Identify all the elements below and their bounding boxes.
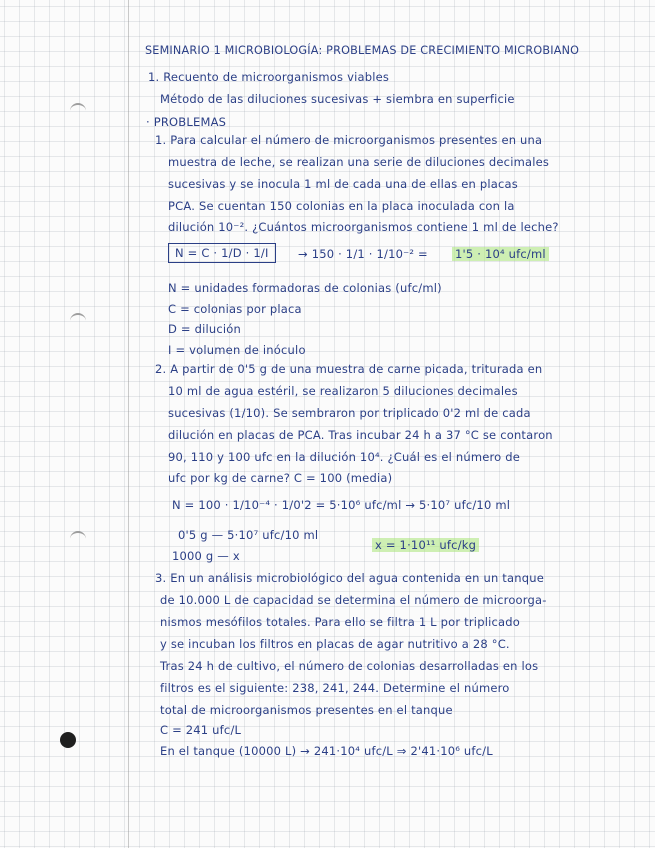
problem-1-line: 1. Para calcular el número de microorganismos presentes en una xyxy=(155,133,543,147)
margin-line xyxy=(128,0,129,848)
problem-2-calc: N = 100 · 1/10⁻⁴ · 1/0'2 = 5·10⁶ ufc/ml → 5·10⁷ ufc/10 ml xyxy=(172,498,511,512)
problem-2-line: 10 ml de agua estéril, se realizaron 5 diluciones decimales xyxy=(168,384,518,398)
problem-1-line: sucesivas y se inocula 1 ml de cada una de ellas en placas xyxy=(168,177,518,191)
problem-2-line: 2. A partir de 0'5 g de una muestra de carne picada, triturada en xyxy=(155,362,543,376)
legend-line: I = volumen de inóculo xyxy=(168,343,306,357)
problem-2-line: 90, 110 y 100 ufc en la dilución 10⁴. ¿Cuál es el número de xyxy=(168,450,521,464)
binder-ring xyxy=(70,313,86,325)
formula-calc: → 150 · 1/1 · 1/10⁻² = xyxy=(298,247,428,261)
intro-subitem: Método de las diluciones sucesivas + siembra en superficie xyxy=(160,92,515,106)
legend-line: C = colonias por placa xyxy=(168,302,302,316)
intro-item: 1. Recuento de microorganismos viables xyxy=(148,70,390,84)
problem-2-calc: 0'5 g — 5·10⁷ ufc/10 ml xyxy=(178,528,319,542)
problem-2-line: dilución en placas de PCA. Tras incubar 24 h a 37 °C se contaron xyxy=(168,428,553,442)
problem-3-line: y se incuban los filtros en placas de agar nutritivo a 28 °C. xyxy=(160,637,510,651)
problem-1-result: 1'5 · 10⁴ ufc/ml xyxy=(452,247,549,261)
page-title: SEMINARIO 1 MICROBIOLOGÍA: PROBLEMAS DE CRECIMIENTO MICROBIANO xyxy=(145,44,580,57)
problem-3-line: C = 241 ufc/L xyxy=(160,723,242,737)
legend-line: D = dilución xyxy=(168,322,242,336)
legend-line: N = unidades formadoras de colonias (ufc/ml) xyxy=(168,281,442,295)
problem-2-line: sucesivas (1/10). Se sembraron por triplicado 0'2 ml de cada xyxy=(168,406,531,420)
problem-2-calc: 1000 g — x xyxy=(172,549,240,563)
problem-3-line: Tras 24 h de cultivo, el número de colonias desarrolladas en los xyxy=(160,659,539,673)
binder-ring xyxy=(70,531,86,543)
problem-1-line: PCA. Se cuentan 150 colonias en la placa inoculada con la xyxy=(168,199,515,213)
problem-1-line: muestra de leche, se realizan una serie de diluciones decimales xyxy=(168,155,550,169)
problem-3-line: 3. En un análisis microbiológico del agua contenida en un tanque xyxy=(155,571,545,585)
punch-hole xyxy=(60,732,76,748)
problem-3-line: nismos mesófilos totales. Para ello se filtra 1 L por triplicado xyxy=(160,615,520,629)
formula-box: N = C · 1/D · 1/I xyxy=(168,243,276,263)
problem-3-line: filtros es el siguiente: 238, 241, 244. Determine el número xyxy=(160,681,510,695)
binder-ring xyxy=(70,103,86,115)
problem-1-line: dilución 10⁻². ¿Cuántos microorganismos contiene 1 ml de leche? xyxy=(168,220,559,234)
problem-2-line: ufc por kg de carne? C = 100 (media) xyxy=(168,471,393,485)
problems-label: · PROBLEMAS xyxy=(146,115,227,129)
problem-3-line: total de microorganismos presentes en el tanque xyxy=(160,703,453,717)
problem-2-result: x = 1·10¹¹ ufc/kg xyxy=(372,538,479,552)
problem-3-line: de 10.000 L de capacidad se determina el número de microorga- xyxy=(160,593,547,607)
problem-3-line: En el tanque (10000 L) → 241·10⁴ ufc/L ⇒ 2'41·10⁶ ufc/L xyxy=(160,744,493,758)
